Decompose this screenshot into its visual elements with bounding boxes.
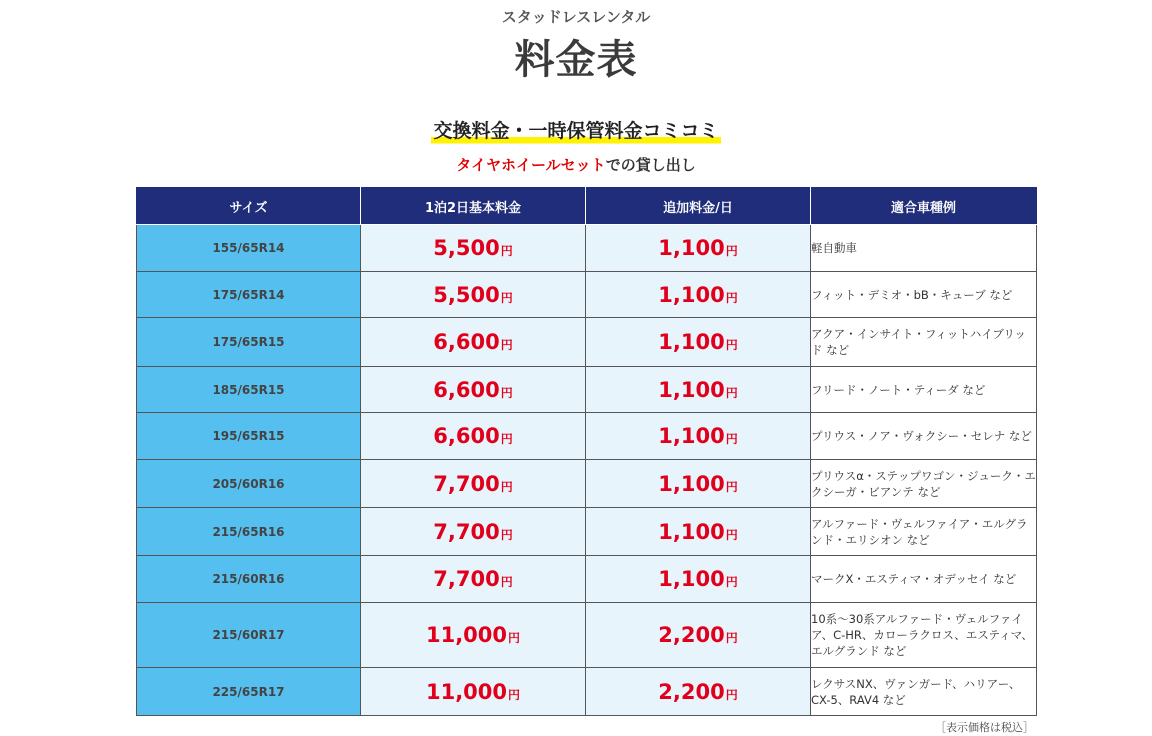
extra-price-value: 1,100 (658, 282, 725, 307)
tire-size: 215/60R16 (137, 556, 361, 603)
compatible-cars: プリウス・ノア・ヴォクシー・セレナ など (811, 413, 1037, 460)
yen-unit: 円 (500, 479, 513, 494)
extra-price (586, 460, 811, 508)
header-extra-price: 追加料金/日 (586, 188, 811, 225)
extra-price (586, 318, 811, 367)
tire-size: 185/65R15 (137, 367, 361, 413)
base-price-value: 5,500 (433, 236, 500, 260)
extra-price (586, 413, 811, 460)
extra-price-value: 1,100 (658, 424, 725, 448)
base-price (361, 272, 586, 318)
base-price (361, 318, 586, 367)
tire-size: 175/65R15 (137, 318, 361, 367)
base-price-value: 7,700 (433, 567, 500, 591)
base-price (361, 668, 586, 716)
promo-banner (0, 116, 1152, 145)
base-price-value: 6,600 (433, 377, 500, 402)
promo-sub-rest: での貸し出し (605, 156, 696, 174)
yen-unit: 円 (508, 687, 521, 702)
yen-unit: 円 (500, 338, 513, 352)
base-price (361, 225, 586, 272)
extra-price-value: 1,100 (658, 471, 725, 496)
table-row (137, 413, 1037, 460)
base-price (361, 413, 586, 460)
extra-price (586, 508, 811, 556)
yen-unit: 円 (725, 527, 738, 542)
page-subtitle: スタッドレスレンタル (501, 8, 651, 26)
compatible-cars: アルファード・ヴェルファイア・エルグランド・エリシオン など (811, 508, 1037, 556)
yen-unit: 円 (500, 527, 513, 542)
base-price-value: 6,600 (433, 424, 500, 448)
header-size: サイズ (137, 188, 361, 225)
extra-price-value: 1,100 (658, 567, 725, 591)
base-price (361, 603, 586, 668)
tax-note: ［表示価格は税込］ (935, 721, 1034, 734)
promo-subtext (0, 154, 1152, 175)
extra-price-value: 1,100 (658, 377, 725, 402)
base-price-value: 5,500 (433, 282, 500, 307)
table-row (137, 225, 1037, 272)
yen-unit: 円 (500, 244, 513, 258)
yen-unit: 円 (500, 290, 513, 305)
yen-unit: 円 (725, 432, 738, 446)
table-body (137, 225, 1037, 716)
compatible-cars: アクア・インサイト・フィットハイブリッド など (811, 318, 1037, 367)
table-header-row (137, 188, 1037, 225)
compatible-cars: マークX・エスティマ・オデッセイ など (811, 556, 1037, 603)
extra-price (586, 603, 811, 668)
extra-price-value: 2,200 (658, 623, 725, 647)
extra-price-value: 1,100 (658, 330, 725, 354)
extra-price-value: 1,100 (658, 519, 725, 544)
table-row (137, 603, 1037, 668)
table-row (137, 367, 1037, 413)
yen-unit: 円 (725, 244, 738, 258)
yen-unit: 円 (725, 575, 738, 589)
header-compatible-cars: 適合車種例 (811, 188, 1037, 225)
extra-price (586, 272, 811, 318)
promo-sub-red: タイヤホイールセット (456, 156, 606, 174)
table-row (137, 508, 1037, 556)
compatible-cars: フィット・デミオ・bB・キューブ など (811, 272, 1037, 318)
extra-price (586, 367, 811, 413)
tire-size: 205/60R16 (137, 460, 361, 508)
extra-price-value: 1,100 (658, 236, 725, 260)
base-price-value: 6,600 (433, 330, 500, 354)
yen-unit: 円 (508, 631, 521, 645)
base-price (361, 556, 586, 603)
compatible-cars: 軽自動車 (811, 225, 1037, 272)
yen-unit: 円 (500, 432, 513, 446)
table-row (137, 272, 1037, 318)
extra-price (586, 668, 811, 716)
compatible-cars: プリウスα・ステップワゴン・ジューク・エクシーガ・ビアンテ など (811, 460, 1037, 508)
compatible-cars: 10系〜30系アルファード・ヴェルファイア、C-HR、カローラクロス、エスティマ、エルグランド など (811, 603, 1037, 668)
tire-size: 215/60R17 (137, 603, 361, 668)
tire-size: 155/65R14 (137, 225, 361, 272)
base-price-value: 11,000 (425, 679, 508, 704)
extra-price (586, 225, 811, 272)
base-price (361, 460, 586, 508)
table-row (137, 460, 1037, 508)
yen-unit: 円 (725, 687, 738, 702)
table-row (137, 556, 1037, 603)
base-price-value: 7,700 (433, 519, 500, 544)
base-price-value: 11,000 (425, 623, 508, 647)
yen-unit: 円 (725, 290, 738, 305)
tire-size: 195/65R15 (137, 413, 361, 460)
base-price (361, 508, 586, 556)
compatible-cars: レクサスNX、ヴァンガード、ハリアー、CX-5、RAV4 など (811, 668, 1037, 716)
page-title: 料金表 (514, 37, 638, 83)
compatible-cars: フリード・ノート・ティーダ など (811, 367, 1037, 413)
tire-size: 215/65R16 (137, 508, 361, 556)
price-table (136, 187, 1037, 716)
table-row (137, 668, 1037, 716)
yen-unit: 円 (725, 631, 738, 645)
yen-unit: 円 (500, 575, 513, 589)
yen-unit: 円 (725, 385, 738, 400)
table-row (137, 318, 1037, 367)
promo-highlight-text: 交換料金・一時保管料金コミコミ (431, 116, 720, 145)
header-base-price: 1泊2日基本料金 (361, 188, 586, 225)
yen-unit: 円 (500, 385, 513, 400)
extra-price (586, 556, 811, 603)
extra-price-value: 2,200 (658, 679, 725, 704)
base-price (361, 367, 586, 413)
base-price-value: 7,700 (433, 471, 500, 496)
yen-unit: 円 (725, 479, 738, 494)
tire-size: 225/65R17 (137, 668, 361, 716)
tire-size: 175/65R14 (137, 272, 361, 318)
yen-unit: 円 (725, 338, 738, 352)
